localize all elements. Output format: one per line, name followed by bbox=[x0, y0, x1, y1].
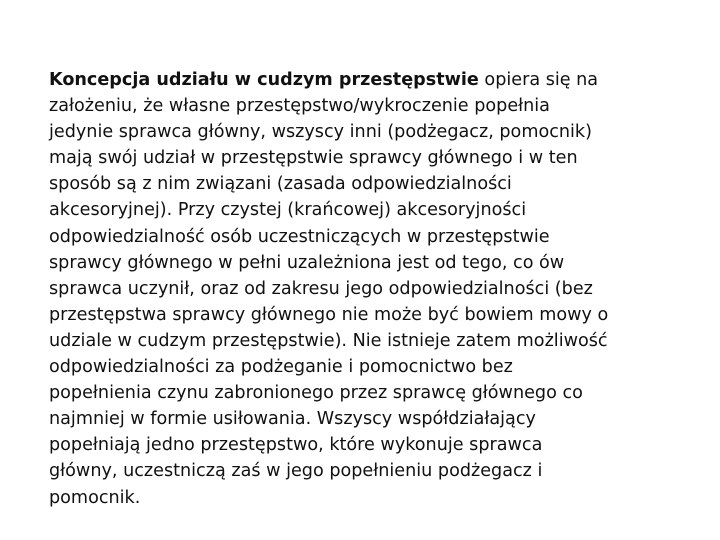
main-paragraph bbox=[49, 67, 674, 511]
text-block bbox=[49, 67, 674, 511]
paragraph-body: opiera się na założeniu, że własne przestępstwo/wykroczenie popełnia jedynie sprawca główny, wszyscy inni (podżegacz, pomocnik) mają swój udział w przestępstwie sprawcy głównego i w ten sposób są z nim związani (zasada odpowiedzialności akcesoryjnej). Przy czystej (krańcowej) akcesoryjności odpowiedzialność osób uczestniczących w przestępstwie sprawcy głównego w pełni uzależniona jest od tego, co ów sprawca uczynił, oraz od zakresu jego odpowiedzialności (bez przestępstwa sprawcy głównego nie może być bowiem mowy o udziale w cudzym przestępstwie). Nie istnieje zatem możliwość odpowiedzialności za podżeganie i pomocnictwo bez popełnienia czynu zabronionego przez sprawcę głównego co najmniej w formie usiłowania. Wszyscy współdziałający popełniają jedno przestępstwo, które wykonuje sprawca główny, uczestniczą zaś w jego popełnieniu podżegacz i pomocnik. bbox=[49, 70, 609, 508]
bold-term: Koncepcja udziału w cudzym przestępstwie bbox=[49, 70, 479, 90]
